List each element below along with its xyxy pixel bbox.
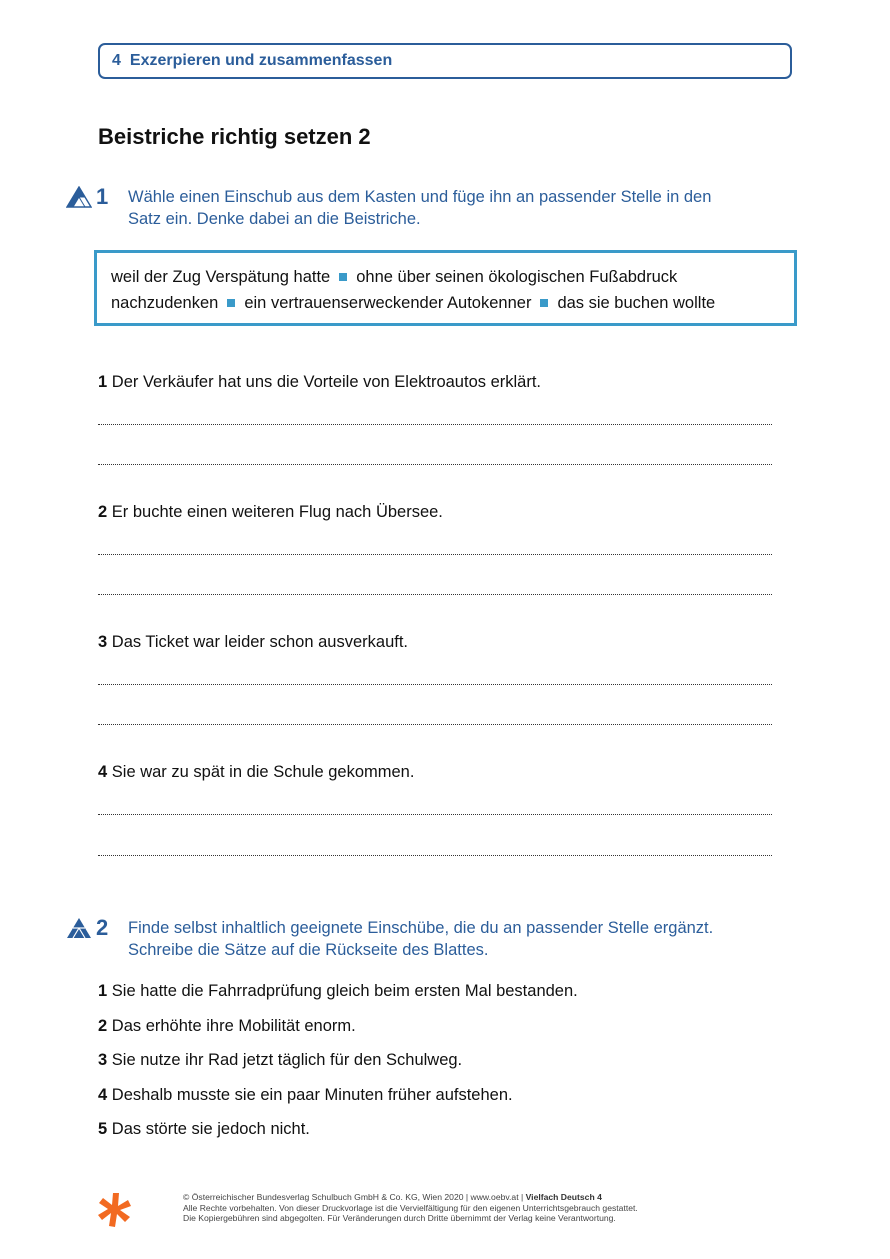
sentence-text: Er buchte einen weiteren Flug nach Übersee. — [111, 503, 443, 521]
box-item: weil der Zug Verspätung hatte — [111, 268, 331, 286]
footer-line1-prefix: © Österreichischer Bundesverlag Schulbuch GmbH & Co. KG, Wien 2020 | www.oebv.at | — [183, 1192, 526, 1202]
task1-header — [66, 185, 768, 230]
task2-instruction-line2: Schreibe die Sätze auf die Rückseite des Blattes. — [128, 941, 489, 959]
list-item — [98, 1050, 578, 1085]
sentence-text: Sie war zu spät in die Schule gekommen. — [111, 763, 415, 781]
task2-instruction-line1: Finde selbst inhaltlich geeignete Einschübe, die du an passender Stelle ergänzt. — [128, 919, 714, 937]
task1-instruction-line2: Satz ein. Denke dabei an die Beistriche. — [128, 210, 421, 228]
sentence-text: Das Ticket war leider schon ausverkauft. — [111, 633, 408, 651]
filled-triangle-icon — [66, 917, 92, 939]
sentence-number: 4 — [98, 763, 108, 781]
footer-line1 — [183, 1192, 638, 1203]
task2-header — [66, 916, 768, 961]
sentence-text: Der Verkäufer hat uns die Vorteile von Elektroautos erklärt. — [111, 373, 542, 391]
box-item: ohne über seinen ökologischen Fußabdruck — [356, 268, 678, 286]
task1-sentence — [98, 762, 414, 782]
answer-line[interactable] — [98, 424, 772, 425]
chapter-title: Exzerpieren und zusammenfassen — [129, 52, 393, 69]
sentence-number: 2 — [98, 503, 108, 521]
square-bullet-icon — [339, 273, 347, 281]
answer-line[interactable] — [98, 554, 772, 555]
list-item — [98, 1085, 578, 1120]
word-box-line1 — [111, 264, 780, 290]
triangle-level-icon — [66, 186, 92, 208]
list-item — [98, 981, 578, 1016]
task2-sentence-list — [98, 981, 578, 1154]
publisher-logo-icon — [96, 1191, 134, 1229]
word-box-line2 — [111, 290, 780, 316]
page-title: Beistriche richtig setzen 2 — [98, 124, 371, 149]
sentence-number: 1 — [98, 982, 108, 1000]
footer-line2: Alle Rechte vorbehalten. Von dieser Druckvorlage ist die Vervielfältigung für den eigenen Unterrichtsgebrauch gestattet. — [183, 1202, 638, 1213]
footer-line3: Die Kopiergebühren sind abgegolten. Für Veränderungen durch Dritte übernimmt der Verlag keine Verantwortung. — [183, 1213, 616, 1223]
sentence-number: 4 — [98, 1085, 108, 1104]
sentence-text: Sie nutze ihr Rad jetzt täglich für den Schulweg. — [111, 1051, 463, 1069]
sentence-number: 5 — [98, 1120, 108, 1138]
box-item: ein vertrauenserweckender Autokenner — [244, 294, 532, 312]
chapter-number: 4 — [112, 52, 121, 69]
answer-line[interactable] — [98, 684, 772, 685]
answer-line[interactable] — [98, 814, 772, 815]
task1-instruction-line1: Wähle einen Einschub aus dem Kasten und füge ihn an passender Stelle in den — [128, 188, 712, 206]
answer-line[interactable] — [98, 855, 772, 856]
insertion-word-box — [94, 250, 797, 326]
box-item: das sie buchen wollte — [557, 294, 716, 312]
footer-book-title: Vielfach Deutsch 4 — [525, 1192, 602, 1202]
list-item — [98, 1119, 578, 1154]
answer-line[interactable] — [98, 724, 772, 725]
sentence-number: 2 — [98, 1016, 108, 1035]
answer-line[interactable] — [98, 594, 772, 595]
square-bullet-icon — [227, 299, 235, 307]
list-item — [98, 1016, 578, 1051]
task2-number: 2 — [96, 915, 109, 940]
square-bullet-icon — [540, 299, 548, 307]
sentence-text: Sie hatte die Fahrradprüfung gleich beim ersten Mal bestanden. — [111, 982, 578, 1000]
sentence-number: 1 — [98, 373, 108, 391]
task1-number: 1 — [96, 184, 109, 209]
task1-sentence — [98, 502, 443, 522]
task1-sentence — [98, 632, 408, 652]
task1-instruction — [128, 186, 768, 230]
footer-copyright — [183, 1192, 638, 1224]
task2-instruction — [128, 917, 768, 961]
sentence-number: 3 — [98, 1051, 108, 1069]
sentence-text: Das störte sie jedoch nicht. — [111, 1120, 310, 1138]
sentence-text: Das erhöhte ihre Mobilität enorm. — [111, 1016, 356, 1035]
box-item: nachzudenken — [111, 294, 219, 312]
sentence-number: 3 — [98, 633, 108, 651]
chapter-header — [98, 43, 792, 79]
answer-line[interactable] — [98, 464, 772, 465]
task1-sentence — [98, 372, 541, 392]
sentence-text: Deshalb musste sie ein paar Minuten früher aufstehen. — [111, 1085, 513, 1104]
